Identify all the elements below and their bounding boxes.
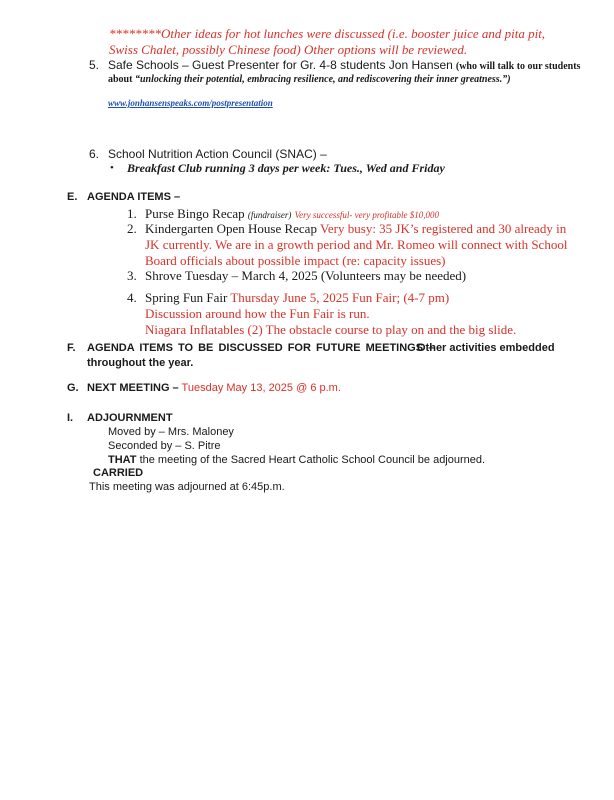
item5-number: 5. bbox=[89, 58, 100, 72]
agenda-item-2 bbox=[145, 221, 566, 237]
agenda-item-4 bbox=[145, 290, 449, 306]
section-f-letter: F. bbox=[67, 342, 76, 354]
agenda-item-1-label: Purse Bingo Recap bbox=[145, 206, 245, 221]
seconded-by: Seconded by – S. Pitre bbox=[108, 440, 221, 452]
item5-note: (who will talk to our students bbox=[455, 61, 581, 72]
agenda-item-2-number: 2. bbox=[127, 221, 137, 236]
item5-quote-line bbox=[108, 74, 511, 85]
adjourn-motion bbox=[108, 454, 485, 466]
agenda-item-1-number: 1. bbox=[127, 206, 137, 221]
section-f-title: AGENDA ITEMS TO BE DISCUSSED FOR FUTURE MEETINGS – bbox=[87, 342, 435, 354]
item5-quote: “unlocking their potential, embracing resilience, and rediscovering their inner greatness.”) bbox=[134, 74, 511, 85]
agenda-item-4-note-line1: Thursday June 5, 2025 Fun Fair; (4-7 pm) bbox=[230, 290, 450, 305]
section-e-letter: E. bbox=[67, 191, 78, 203]
section-i-title: ADJOURNMENT bbox=[87, 412, 173, 424]
agenda-item-2-note-line2: JK currently. We are in a growth period and Mr. Romeo will connect with School bbox=[145, 237, 568, 252]
agenda-item-1-small: (fundraiser) bbox=[247, 210, 292, 220]
agenda-item-2-note-line3: Board officials about possible impact (re: capacity issues) bbox=[145, 253, 446, 268]
presentation-link[interactable]: www.jonhansenspeaks.com/postpresentation bbox=[108, 98, 273, 108]
that-word: THAT bbox=[108, 454, 137, 466]
bullet-icon: • bbox=[110, 162, 114, 174]
agenda-item-4-label: Spring Fun Fair bbox=[145, 290, 228, 305]
hot-lunch-note-line2: Swiss Chalet, possibly Chinese food) Other options will be reviewed. bbox=[109, 42, 468, 57]
agenda-item-3-number: 3. bbox=[127, 268, 137, 283]
section-i-letter: I. bbox=[67, 412, 74, 424]
section-g-line bbox=[87, 382, 341, 394]
section-g-letter: G. bbox=[67, 382, 79, 394]
section-e-title: AGENDA ITEMS – bbox=[87, 191, 181, 203]
section-g-title: NEXT MEETING – bbox=[87, 382, 179, 394]
hot-lunch-note-line1: ********Other ideas for hot lunches were discussed (i.e. booster juice and pita pit, bbox=[109, 26, 546, 41]
item5-line bbox=[108, 58, 580, 73]
agenda-item-1-note: Very successful- very profitable $10,000 bbox=[294, 210, 440, 220]
item6-label: School Nutrition Action Council (SNAC) – bbox=[108, 147, 327, 161]
carried-label: CARRIED bbox=[93, 467, 144, 479]
agenda-item-2-label: Kindergarten Open House Recap bbox=[145, 221, 317, 236]
agenda-item-1 bbox=[145, 206, 439, 222]
item5-label: Safe Schools – Guest Presenter for Gr. 4-8 students Jon Hansen bbox=[108, 58, 453, 72]
next-meeting-date: Tuesday May 13, 2025 @ 6 p.m. bbox=[181, 382, 341, 394]
adjourn-motion-text: the meeting of the Sacred Heart Catholic School Council be adjourned. bbox=[139, 454, 486, 466]
item6-number: 6. bbox=[89, 147, 100, 161]
agenda-item-2-note-line1: Very busy: 35 JK’s registered and 30 already in bbox=[319, 221, 567, 236]
agenda-item-4-number: 4. bbox=[127, 290, 137, 305]
agenda-item-4-note-line2: Discussion around how the Fun Fair is run. bbox=[145, 306, 370, 321]
item6-bullet-text: Breakfast Club running 3 days per week: Tues., Wed and Friday bbox=[127, 161, 445, 175]
closing-statement: This meeting was adjourned at 6:45p.m. bbox=[89, 481, 285, 493]
moved-by: Moved by – Mrs. Maloney bbox=[108, 426, 234, 438]
section-f-text-b: throughout the year. bbox=[87, 357, 194, 369]
agenda-item-4-note-line3: Niagara Inflatables (2) The obstacle course to play on and the big slide. bbox=[145, 322, 517, 337]
item5-about: about bbox=[108, 74, 135, 85]
section-f-text-a: Other activities embedded bbox=[417, 342, 555, 354]
agenda-item-3-label: Shrove Tuesday – March 4, 2025 (Volunteers may be needed) bbox=[145, 268, 467, 283]
